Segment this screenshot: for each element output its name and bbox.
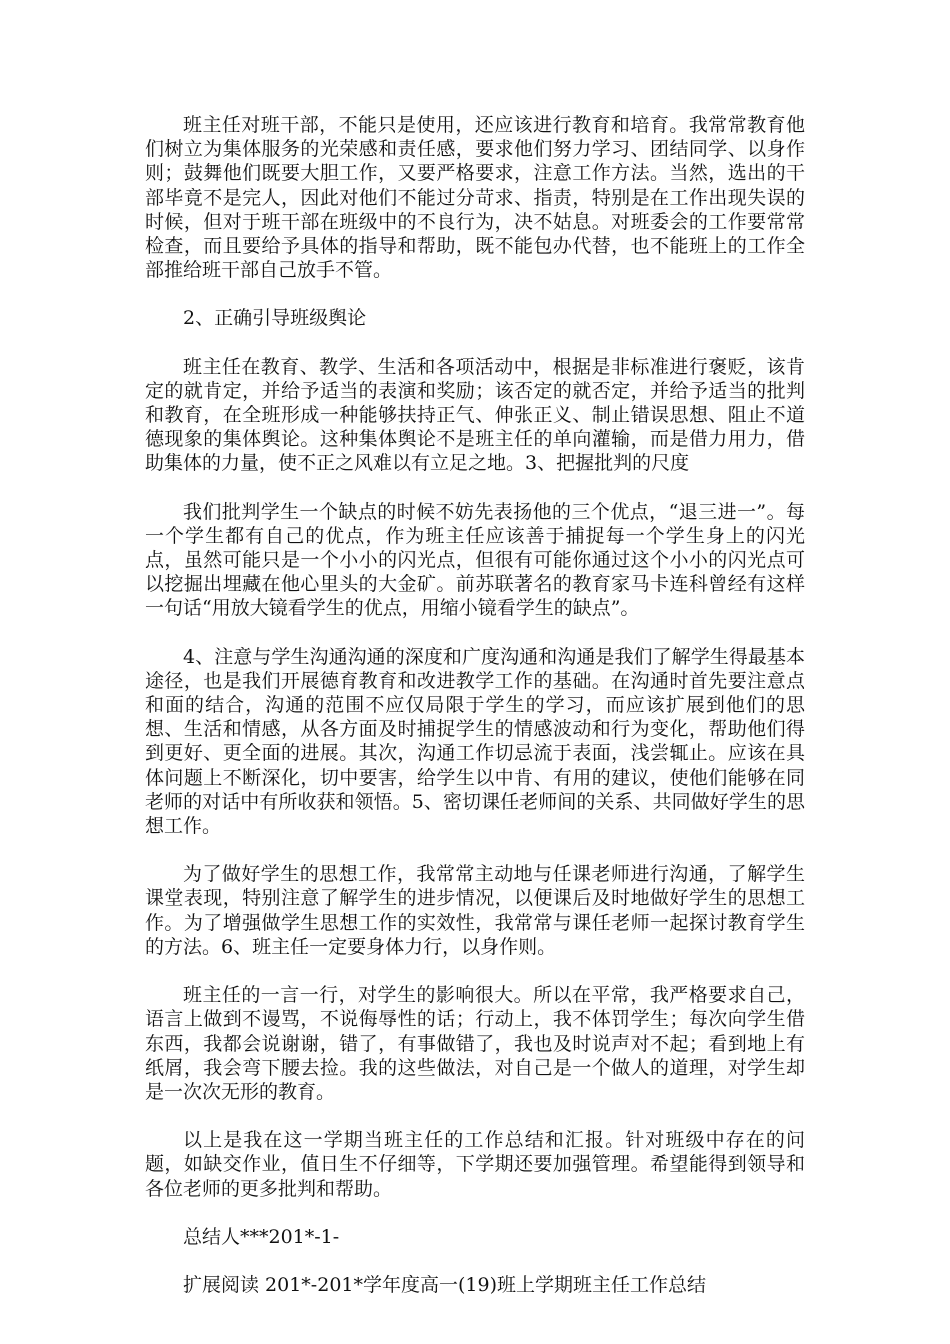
paragraph-class-cadre-training: 班主任对班干部，不能只是使用，还应该进行教育和培育。我常常教育他们树立为集体服务的光荣感和责任感，要求他们努力学习、团结同学、以身作则；鼓舞他们既要大胆工作，又要严格要求，注意工作方法。当然，选出的干部毕竟不是完人，因此对他们不能过分苛求、指责，特别是在工作出现失误的时候，但对于班干部在班级中的不良行为，决不姑息。对班委会的工作要常常检查，而且要给予具体的指导和帮助，既不能包办代替，也不能班上的工作全部推给班干部自己放手不管。 bbox=[145, 114, 805, 282]
signature-line: 总结人***201*-1- bbox=[183, 1225, 340, 1248]
document-body bbox=[145, 113, 805, 1321]
paragraph-criticism-scale: 我们批判学生一个缺点的时候不妨先表扬他的三个优点，“退三进一”。每一个学生都有自己的优点，作为班主任应该善于捕捉每一个学生身上的闪光点，虽然可能只是一个小小的闪光点，但很有可能你通过这个小小的闪光点可以挖掘出埋藏在他心里头的大金矿。前苏联著名的教育家马卡连科曾经有这样一句话“用放大镜看学生的优点，用缩小镜看学生的缺点”。 bbox=[145, 500, 805, 620]
paragraph-communication: 4、注意与学生沟通沟通的深度和广度沟通和沟通是我们了解学生得最基本途径，也是我们开展德育教育和改进教学工作的基础。在沟通时首先要注意点和面的结合，沟通的范围不应仅局限于学生的学习，而应该扩展到他们的思想、生活和情感，从各方面及时捕捉学生的情感波动和行为变化，帮助他们得到更好、更全面的进展。其次，沟通工作切忌流于表面，浅尝辄止。应该在具体问题上不断深化，切中要害，给学生以中肯、有用的建议，使他们能够在同老师的对话中有所收获和领悟。5、密切课任老师间的关系、共同做好学生的思想工作。 bbox=[145, 645, 805, 838]
paragraph-summary: 以上是我在这一学期当班主任的工作总结和汇报。针对班级中存在的问题，如缺交作业，值日生不仔细等，下学期还要加强管理。希望能得到领导和各位老师的更多批判和帮助。 bbox=[145, 1129, 805, 1200]
paragraph-public-opinion: 班主任在教育、教学、生活和各项活动中，根据是非标准进行褒贬，该肯定的就肯定，并给予适当的表演和奖励；该否定的就否定，并给予适当的批判和教育，在全班形成一种能够扶持正气、伸张正义、制止错误思想、阻止不道德现象的集体舆论。这种集体舆论不是班主任的单向灌输，而是借力用力，借助集体的力量，使不正之风难以有立足之地。3、把握批判的尺度 bbox=[145, 355, 805, 475]
heading-guide-public-opinion: 2、正确引导班级舆论 bbox=[183, 307, 367, 330]
paragraph-teacher-cooperation: 为了做好学生的思想工作，我常常主动地与任课老师进行沟通，了解学生课堂表现，特别注意了解学生的进步情况，以便课后及时地做好学生的思想工作。为了增强做学生思想工作的实效性，我常常与课任老师一起探讨教育学生的方法。6、班主任一定要身体力行，以身作则。 bbox=[145, 863, 805, 958]
extended-reading-line: 扩展阅读 201*-201*学年度高一(19)班上学期班主任工作总结 bbox=[183, 1273, 706, 1296]
paragraph-lead-by-example: 班主任的一言一行，对学生的影响很大。所以在平常，我严格要求自己，语言上做到不谩骂，不说侮辱性的话；行动上，我不体罚学生；每次向学生借东西，我都会说谢谢，错了，有事做错了，我也及时说声对不起；看到地上有纸屑，我会弯下腰去捡。我的这些做法，对自己是一个做人的道理，对学生却是一次次无形的教育。 bbox=[145, 984, 805, 1103]
